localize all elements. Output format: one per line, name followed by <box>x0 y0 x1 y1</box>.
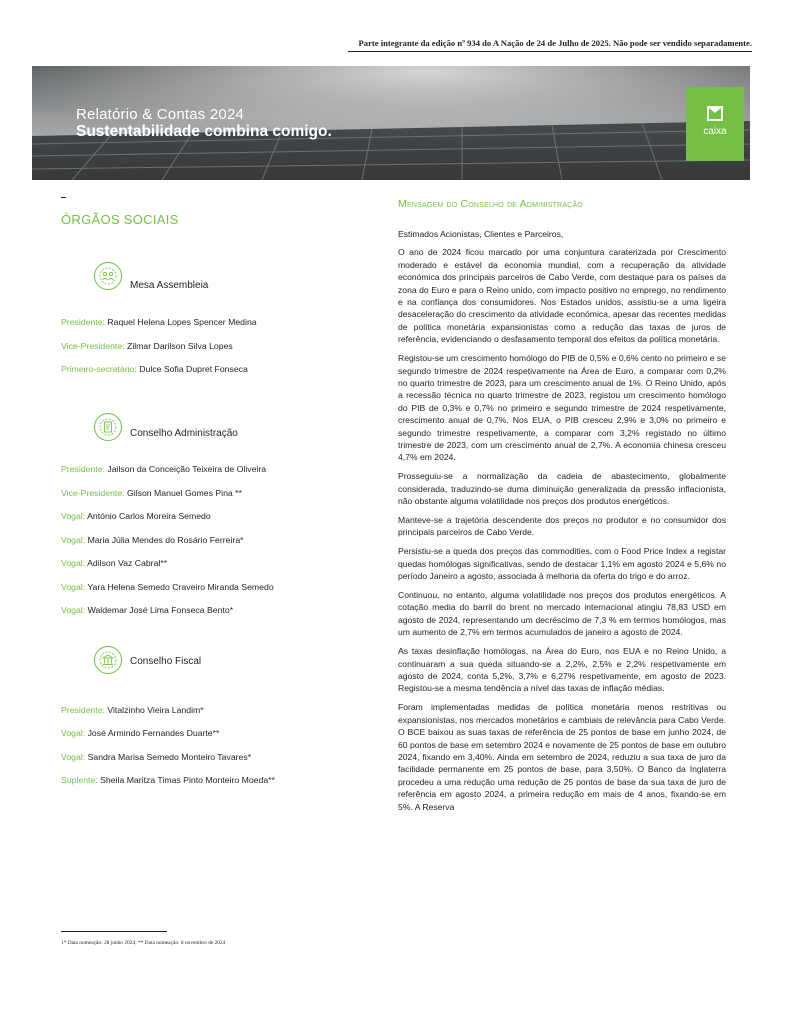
member-row <box>61 464 266 474</box>
member-role: Vogal: <box>61 752 86 762</box>
header-rule <box>348 51 752 52</box>
member-role: Vogal: <box>61 535 86 545</box>
group-label-conselho-administracao: Conselho Administração <box>130 428 238 439</box>
bank-icon <box>94 646 122 674</box>
member-row <box>61 775 275 785</box>
group-label-mesa: Mesa Assembleia <box>130 280 209 291</box>
article-salutation: Estimados Acionistas, Clientes e Parceiros, <box>398 229 564 239</box>
people-icon <box>94 262 122 290</box>
orgaos-sociais-title: ÓRGÃOS SOCIAIS <box>61 212 179 227</box>
article-paragraph: As taxas desinflação homólogas, na Área do Euro, nos EUA e no Reino Unido, a continuaram a sua queda situando-se a 2,2%, 2,5% e 2,2% respetivamente em agosto de 2024, conta 5,2%, 3,7% e 6,27% respetivamente, em agosto de 2023. Registou-se a mesma tendência a nível das taxas de inflação médias. <box>398 646 726 694</box>
section-marker <box>61 197 66 198</box>
member-name: Dulce Sofia Dupret Fonseca <box>136 364 248 374</box>
board-message-article <box>398 198 726 819</box>
article-paragraph: Foram implementadas medidas de política monetária menos restritivas ou expansionistas, nos mercados monetários e cambiais de relevância para Cabo Verde. O BCE baixou as suas taxas de referência de 25 pontos de base em junho 2024, de 60 pontos de base em setembro 2024 e novamente de 25 pontos de base em outubro 2024, fixando em 3,40%. Ainda em setembro de 2024, reduziu a sua taxa de juro da facilidade permanente em 25 pontos de base, para 3,50%. O Banco da Inglaterra procedeu a uma redução uma redução de 25 pontos de base da sua taxa de juro de referência em agosto 2024, a primeira redução em mais de 4 anos, fixando-se em 5%. A Reserva <box>398 702 726 812</box>
member-name: Sheila Maritza Timas Pinto Monteiro Moeda** <box>97 775 275 785</box>
member-name: Zilmar Darilson Silva Lopes <box>124 341 233 351</box>
member-name: Gilson Manuel Gomes Pina ** <box>124 488 242 498</box>
member-row <box>61 341 233 351</box>
member-row <box>61 558 167 568</box>
member-row <box>61 582 274 592</box>
member-row <box>61 364 248 374</box>
member-role: Presidente: <box>61 464 105 474</box>
member-name: Jailson da Conceição Teixeira de Oliveira <box>104 464 267 474</box>
member-row <box>61 511 211 521</box>
member-role: Vogal: <box>61 728 86 738</box>
group-label-conselho-fiscal: Conselho Fiscal <box>130 656 202 667</box>
cube-logo-icon <box>706 104 724 122</box>
member-name: Adilson Vaz Cabral** <box>85 558 168 568</box>
member-name: Sandra Marisa Semedo Monteiro Tavares* <box>85 752 252 762</box>
member-row <box>61 317 257 327</box>
member-role: Suplente: <box>61 775 98 785</box>
article-paragraph: Manteve-se a trajetória descendente dos preços no produtor e no consumidor dos principais parceiros de Cabo Verde. <box>398 515 726 538</box>
member-role: Presidente: <box>61 317 105 327</box>
member-row <box>61 605 233 615</box>
member-name: Waldemar José Lima Fonseca Bento* <box>85 605 234 615</box>
member-role: Vice-Presidente: <box>61 488 125 498</box>
article-paragraph: O ano de 2024 ficou marcado por uma conjuntura caraterizada por Crescimento moderado e estável da economia mundial, com a recuperação da atividade económica dos principais parceiros de Cabo Verde, com destaque para os países da zona do Euro e para o Reino unido, com impacto positivo no emprego, no rendimento e na confiança dos consumidores. Nos Estados unidos, assistiu-se a uma ligeira desaceleração do crescimento da atividade económica, apesar das recentes medidas de política monetária expansionistas como a redução das taxas de juros de referência, evidenciando o desfasamento temporal dos efeitos da política monetária. <box>398 247 726 345</box>
report-banner <box>32 66 750 180</box>
logo-text: caixa <box>703 126 727 137</box>
member-name: Vitalzinho Vieira Landim* <box>104 705 204 715</box>
document-icon <box>94 413 122 441</box>
article-paragraph: Continuou, no entanto, alguma volatilidade nos preços dos produtos energéticos. A cotação media do barril do brent no mercado internacional atingiu 78,83 USD em agosto de 2024, representando um decréscimo de 7,3 % em termos homólogos, mas um aumento de 2,7% em termos acumulados de janeiro a agosto de 2024. <box>398 590 726 638</box>
footnote-rule <box>61 931 167 932</box>
banner-subtitle: Relatório & Contas 2024 <box>76 106 245 123</box>
member-row <box>61 705 204 715</box>
caixa-logo <box>686 87 744 161</box>
member-name: Maria Júlia Mendes do Rosário Ferreira* <box>85 535 244 545</box>
member-role: Vogal: <box>61 558 86 568</box>
member-name: José Armindo Fernandes Duarte** <box>85 728 220 738</box>
member-role: Vogal: <box>61 582 86 592</box>
article-title: Mensagem do Conselho de Administração <box>398 198 583 210</box>
member-row <box>61 535 244 545</box>
banner-title: Sustentabilidade combina comigo. <box>76 123 332 140</box>
member-role: Vogal: <box>61 605 86 615</box>
member-role: Vice-Presidente: <box>61 341 125 351</box>
member-name: António Carlos Moreira Semedo <box>85 511 211 521</box>
article-paragraph: Persistiu-se a queda dos preços das commodities, com o Food Price Index a registar quedas homólogas significativas, sendo de destacar 1,1% em agosto 2024 e 5,6% no período Janeiro a agosto, associada à melhoria da oferta do trigo e do arroz. <box>398 546 726 582</box>
member-row <box>61 752 251 762</box>
member-role: Presidente: <box>61 705 105 715</box>
member-name: Yara Helena Semedo Craveiro Miranda Semedo <box>85 582 274 592</box>
member-role: Primeiro-secretário: <box>61 364 137 374</box>
edition-note: Parte integrante da edição nº 934 do A Nação de 24 de Julho de 2025. Não pode ser vendido separadamente. <box>358 38 752 48</box>
footnote: 1* Data nomeação: 28 junho 2024; ** Data nomeação: 8 novembro de 2024 <box>61 940 226 946</box>
member-name: Raquel Helena Lopes Spencer Medina <box>104 317 257 327</box>
member-row <box>61 488 242 498</box>
member-role: Vogal: <box>61 511 86 521</box>
member-row <box>61 728 219 738</box>
article-paragraph: Registou-se um crescimento homólogo do PIB de 0,5% e 0,6% cento no primeiro e se segundo trimestre de 2024 respetivamente na Área de Euro, a comparar com 0,2% no quarto trimestre de 2023, para um crescimento anual de 1%. O Reino Unido, após a recessão técnica no quarto trimestre de 2023, registou um crescimento homólogo do PIB de 0,3% e 0,7% no primeiro e segundo trimestre de 2024 respetivamente, crescimento anual de 0,7%. Nos EUA, o PIB cresceu 2,9% e 3,0% no primeiro e segundo trimestre respetivamente, a comparar com 3,2% registado no último trimestre de 2023, com um crescimento anual de 2,7%. A economia chinesa cresceu 4,7% em 2024. <box>398 353 726 463</box>
article-paragraph: Prosseguiu-se a normalização da cadeia de abastecimento, globalmente considerada, traduzindo-se duma diminuição generalizada da pressão inflacionista, não obstante alguma volatilidade nos preços dos produtos energéticos. <box>398 471 726 507</box>
